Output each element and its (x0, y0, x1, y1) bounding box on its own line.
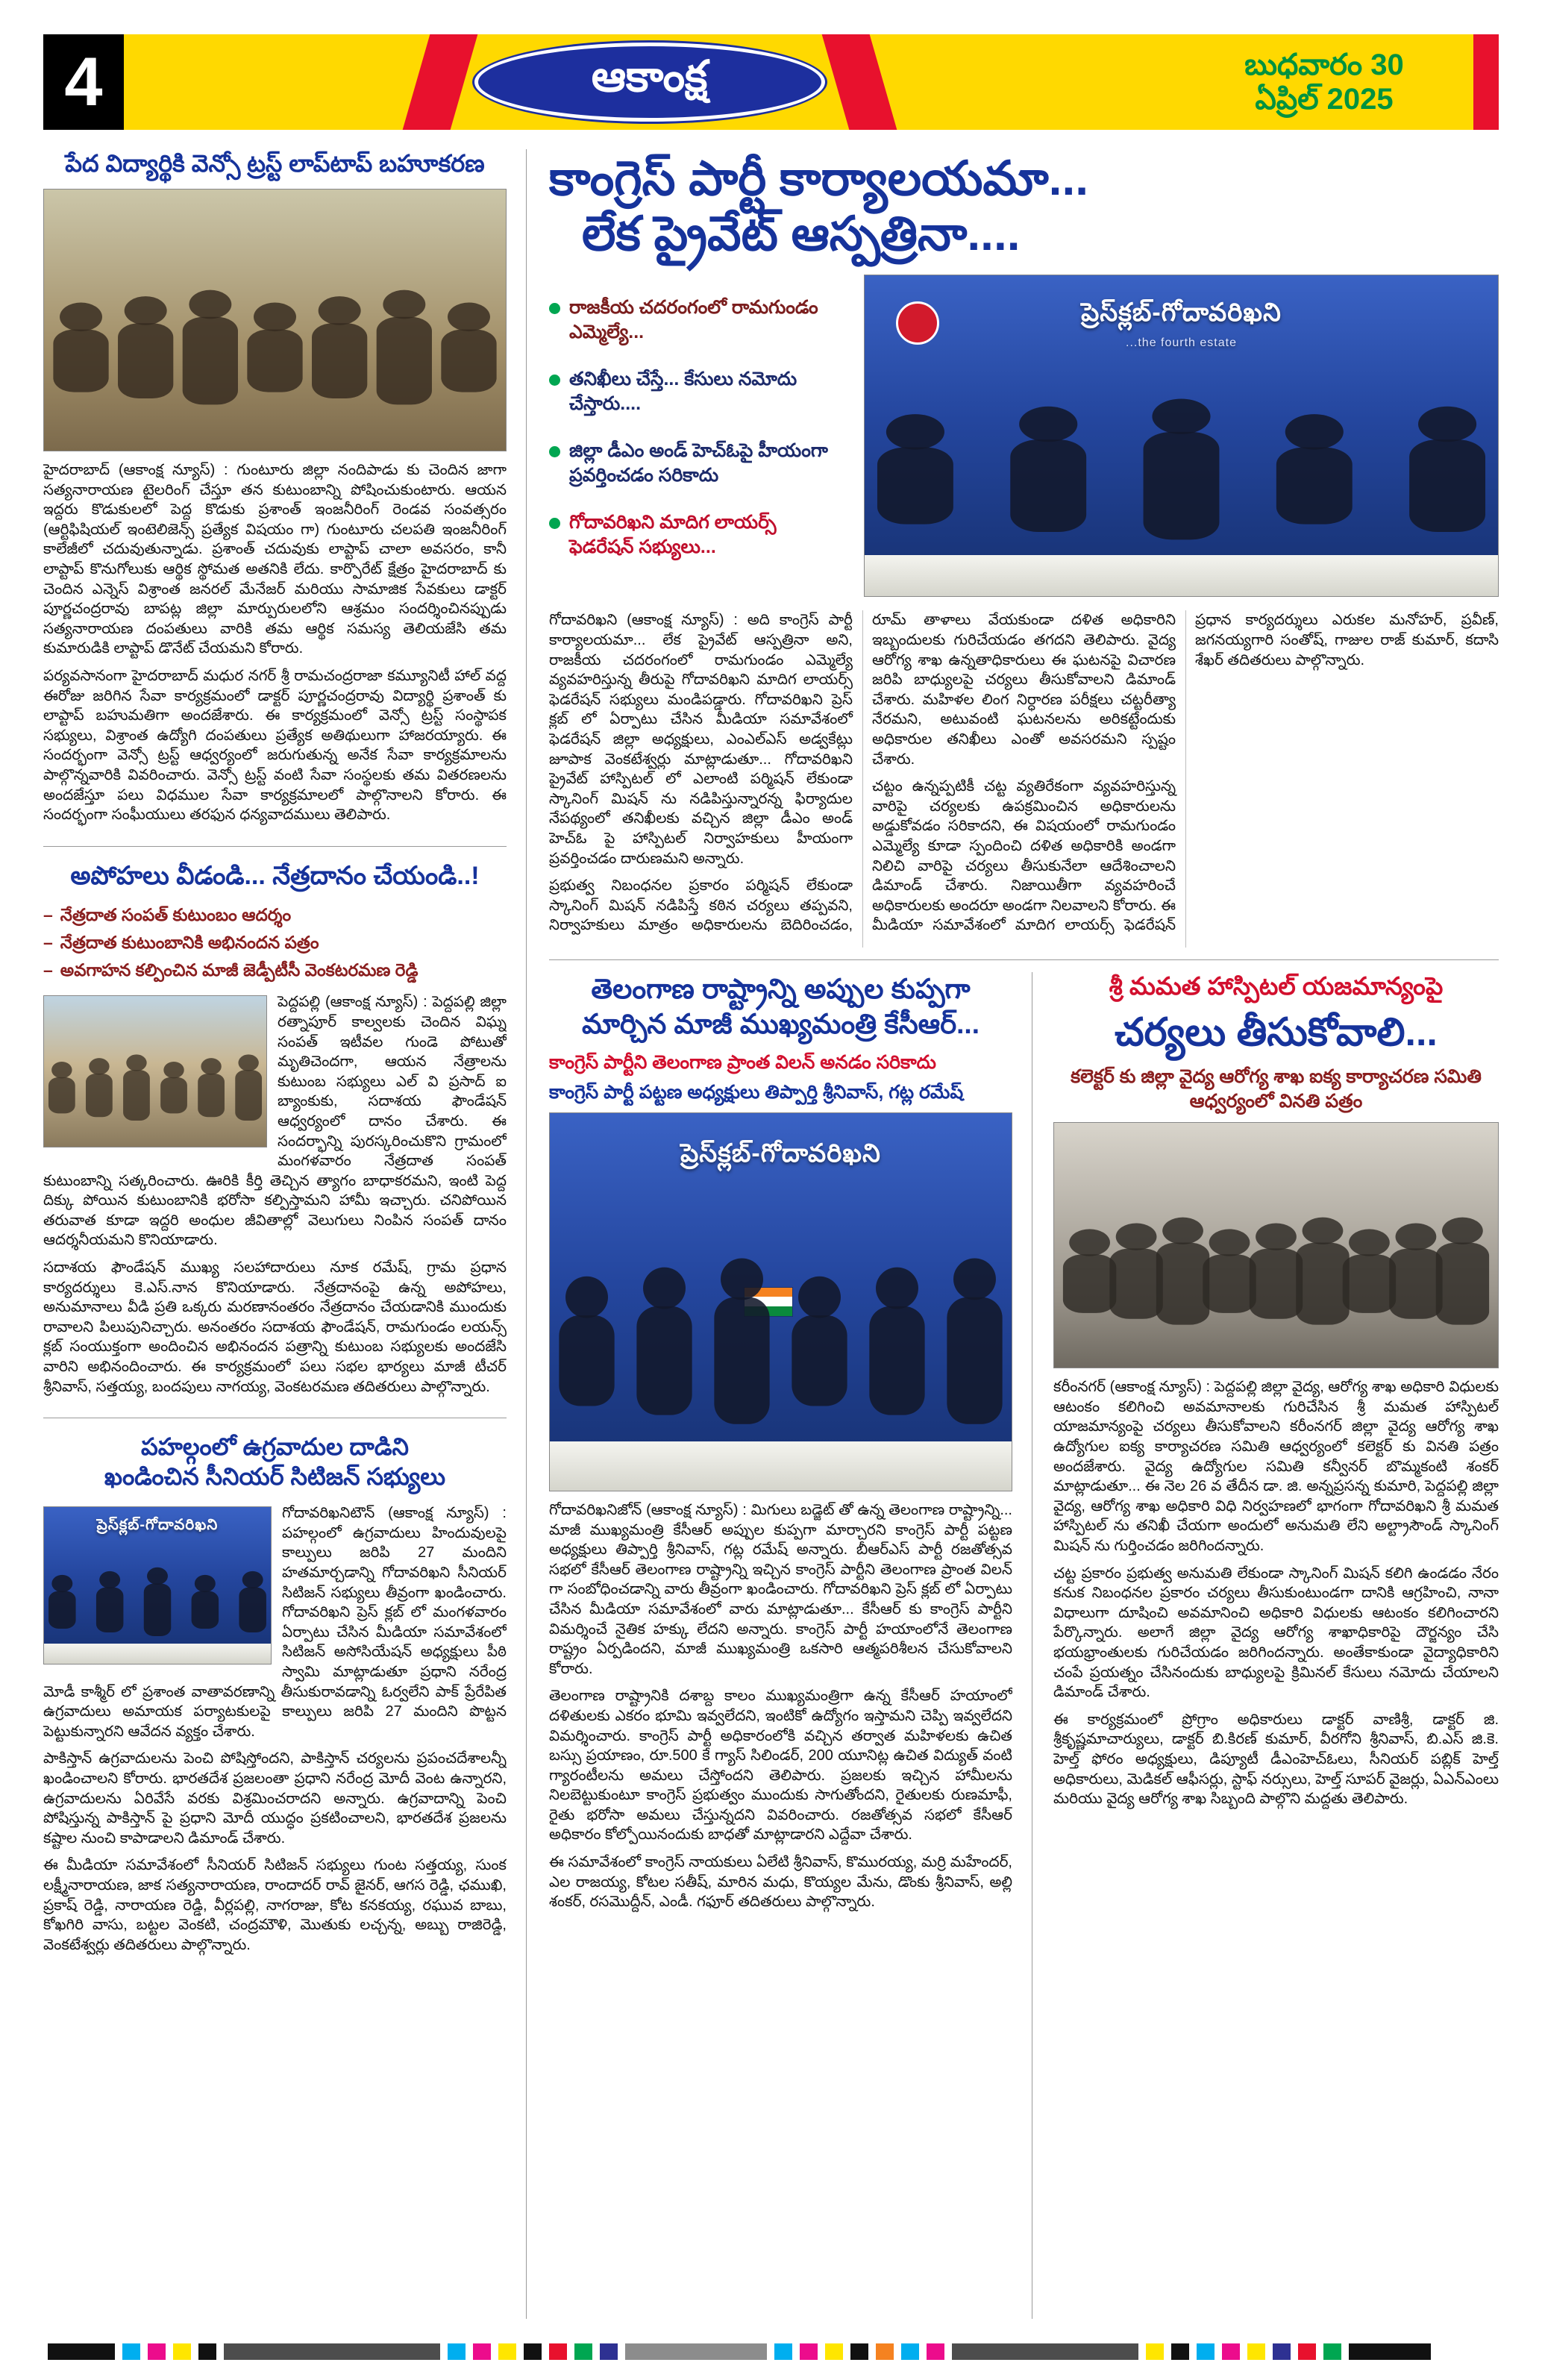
dash-icon: – (43, 905, 53, 925)
color-segment (800, 2343, 818, 2360)
bullet-dot-icon (549, 446, 560, 457)
headline-line-1: పహల్గంలో ఉగ్రవాదుల దాడిని (141, 1433, 409, 1461)
red-wedge (402, 34, 477, 130)
article-kcr-debt (549, 972, 1032, 2319)
left-column (43, 149, 527, 2319)
color-segment (1146, 2343, 1164, 2360)
paragraph: పర్యవసానంగా హైదరాబాద్ మధుర నగర్ శ్రీ రామచంద్రరాజా కమ్యూనిటీ హాల్ వద్ద ఈరోజు జరిగిన సేవా కార్యక్రమంలో డాక్టర్ పూర్ణచంద్రరావు విద్యార్థి ప్రశాంత్ కు లాప్టాప్ బహుమతిగా అందజేశారు. ఈ కార్యక్రమంలో వెన్సో ట్రస్ట్ సంస్థాపక సభ్యులు, విశ్రాంత ఉద్యోగి దంపతులు ప్రత్యేక అతిథులుగా హాజరయ్యారు. ఈ సందర్భంగా వెన్సో ట్రస్ట్ ఆధ్వర్యంలో జరుగుతున్న అనేక సేవా కార్యక్రమాలను పాల్గొన్నవారికి వివరించారు. వెన్సో ట్రస్ట్ వంటి సేవా సంస్థలకు తమ వితరణలను అందజేస్తూ పలు విధముల సేవా కార్యక్రమాలలో పాల్గొనాలని కోరారు. ఈ సందర్భంగా సంఘీయులు తరఫున ధన్యవాదములు తెలిపారు. (43, 667, 507, 824)
dash-icon: – (43, 960, 53, 980)
issue-date (1175, 48, 1473, 116)
article-eye-donation (43, 860, 507, 1405)
right-area (549, 149, 1499, 2319)
paragraph: హైదరాబాద్ (ఆకాంక్ష న్యూస్) : గుంటూరు జిల్లా నందిపాడు కు చెందిన జాగా సత్యనారాయణ టైలరింగ్ చేస్తూ తన కుటుంబాన్ని పోషించుకుంటారు. ఆయన ఇద్దరు కొడుకులలో పెద్ద కొడుకు ప్రశాంత్ ఇంజనీరింగ్ రెండవ సంవత్సరం (ఆర్టిఫిషియల్ ఇంటెలిజెన్స్ ప్రత్యేక విషయం గా) గుంటూరు చలపతి ఇంజనీరింగ్ కాలేజీలో చదువుతున్నాడు. ప్రశాంత్ చదువుకు లాప్టాప్ చాలా అవసరం, కానీ లాప్టాప్ కొనుగోలుకు ఆర్థిక స్థోమత అతనికి లేదు. కార్పొరేట్ క్షేత్రం హైదరాబాద్ కు చెందిన ఎన్నెస్ విశ్రాంత జనరల్ మేనేజర్ మరియు సామాజిక సేవకులు డాక్టర్ పూర్ణచంద్రరావు బాపట్ల జిల్లా మార్పురులలోని ఆశ్రమం సందర్శించినప్పుడు సత్యనారాయణ దంపతులు వారికి తమ ఆర్థిక సమస్య తెలియజేసి తమ కుమారుడికి లాప్టాప్ డొనేట్ చేయమని కోరారు. (43, 462, 507, 657)
article-divider (43, 846, 507, 847)
article-headline: చర్యలు తీసుకోవాలి... (1115, 1011, 1438, 1055)
article-body (43, 460, 507, 833)
paragraph: ఈ కార్యక్రమంలో ప్రోగ్రాం అధికారులు డాక్టర్ వాణిశ్రీ, డాక్టర్ జి. శ్రీకృష్ణమాచార్యులు, డాక్టర్ బి.కిరణ్ కుమార్, వీరగోని శ్రీనివాస్, బి.ఎస్ జి.కె. హెల్త్ ఫోరం అధ్యక్షులు, డిప్యూటీ డీఎంహెచ్ఓలు, సీనియర్ పబ్లిక్ హెల్త్ అధికారులు, మెడికల్ ఆఫీసర్లు, స్టాఫ్ నర్సులు, హెల్త్ సూపర్ వైజర్లు, ఏఎన్ఎంలు మరియు వైద్య ఆరోగ్య శాఖ సిబ్బంది పాల్గొని మద్దతు తెలిపారు. (1053, 1711, 1499, 1808)
color-segment (1273, 2343, 1291, 2360)
bullet-item (43, 959, 507, 982)
bullet-label: గోదావరిఖని మాదిగ లాయర్స్ ఫెడరేషన్ సభ్యులు... (569, 512, 777, 558)
bullet-label: నేత్రదాత కుటుంబానికి అభినందన పత్రం (60, 933, 319, 953)
bullet-label: రాజకీయ చదరంగంలో రామగుండం ఎమ్మెల్యే... (569, 297, 818, 343)
color-segment (1247, 2343, 1265, 2360)
article-hospital-action (1053, 972, 1499, 2319)
paragraph: ప్రభుత్వ నిబంధనల ప్రకారం పర్మిషన్ లేకుండా స్కానింగ్ మిషన్ నడిపిస్తే కఠిన చర్యలు తప్పవని, నిర్వాహకులు మాత్రం అధికారులను బెదిరించడం, రూమ్ తాళాలు వేయకుండా దళిత అధికారిని ఇబ్బందులకు గురిచేయడం తగదని తెలిపారు. వైద్య ఆరోగ్య శాఖ ఉన్నతాధికారులు ఈ ఘటనపై విచారణ జరిపి బాధ్యులపై చర్యలు తీసుకోవాలని డిమాండ్ చేశారు. మహిళల లింగ నిర్ధారణ పరీక్షలు చట్టరీత్యా నేరమని, అటువంటి ఘటనలను అరికట్టేందుకు అధికారుల తనిఖీలు ఎంతో అవసరమని స్పష్టం చేశారు. (549, 612, 1176, 934)
color-segment (774, 2343, 792, 2360)
red-wedge (821, 34, 897, 130)
press-club-banner: ప్రెస్‌క్లబ్-గోదావరిఖని (96, 1516, 219, 1533)
color-segment (1349, 2343, 1431, 2360)
color-segment (927, 2343, 944, 2360)
bullet-label: జిల్లా డీఎం అండ్ హెచ్ఓపై హీయంగా ప్రవర్తించడం సరికాదు (569, 440, 828, 486)
paragraph: ఈ మీడియా సమావేశంలో సీనియర్ సిటిజన్ సభ్యులు గుంట సత్తయ్య, సుంక లక్ష్మీనారాయణ, జాక సత్యనారాయణ, రాందాదర్ రావ్ జైనర్, ఆగస రెడ్డి, ఛముఖి, ప్రకాష్ రెడ్డి, నారాయణ రెడ్డి, వీర్లపల్లి, నాగరాజు, కోట కనకయ్య, రఘువ బాబు, కోఖగిరి వాసు, బట్టల వెంకటి, చంద్రమౌళి, మొతుకు లచ్చన్న, అబ్బు రాజిరెడ్డి, వెంకటేశ్వర్లు తదితరులు పాల్గొన్నారు. (43, 1857, 507, 1953)
subhead-blue: కాంగ్రెస్ పార్టీ పట్టణ అధ్యక్షులు తిప్పార్తి శ్రీనివాస్, గట్ల రమేష్ (549, 1082, 964, 1103)
paragraph: చట్ట ప్రకారం ప్రభుత్వ అనుమతి లేకుండా స్కానింగ్ మిషన్ కలిగి ఉండడం నేరం కనుక నిబంధనల ప్రకారం చర్యలు తీసుకుంటుండగా దానికి ఆగ్రహించి, నానా విధాలుగా దూషించి అవమానించి అధికారి విధులకు ఆటంకం కలిగించారని పేర్కొన్నారు. అలాగే జిల్లా వైద్య ఆరోగ్య శాఖాధికారిపై దౌర్జన్యం చేసి భయభ్రాంతులకు గురిచేయడం జరిగిందన్నారు. అంతేకాకుండా వైద్యాధికారిని చంపే ప్రయత్నం చేసినందుకు బాధ్యులపై క్రిమినల్ కేసులు నమోదు చేయాలని డిమాండ్ చేశారు. (1053, 1565, 1499, 1701)
lead-article-body (549, 610, 1499, 948)
date-line-1: బుధవారం 30 (1244, 48, 1404, 81)
color-segment (524, 2343, 542, 2360)
article-body (549, 1500, 1012, 1920)
people-silhouettes-icon (550, 1189, 1012, 1460)
paragraph: పాకిస్తాన్ ఉగ్రవాదులను పెంచి పోషిస్తోందని, పాకిస్తాన్ చర్యలను ప్రపంచదేశాలన్నీ ఖండించాలని కోరారు. భారతదేశ ప్రజలంతా ప్రధాని నరేంద్ర మోదీ వెంట ఉన్నారని, ఉగ్రవాదులను ఏరివేసే వరకు విశ్రమించరాదని అన్నారు. ఉగ్రవాదాన్ని పెంచి పోషిస్తున్న పాకిస్తాన్ పై ప్రధాని మోదీ యుద్ధం ప్రకటించాలని, భారతదేశ ప్రజలను కష్టాల నుంచి కాపాడాలని డిమాండ్ చేశారు. (43, 1750, 507, 1847)
lead-headline (549, 151, 1499, 261)
headline-line-2: లేక ప్రైవేట్ ఆస్పత్రినా.... (582, 207, 1021, 261)
lead-bullets (549, 275, 844, 597)
red-endcap (1473, 34, 1499, 130)
bullet-item (549, 367, 844, 416)
paragraph: తెలంగాణ రాష్ట్రానికి దశాబ్ద కాలం ముఖ్యమంత్రిగా ఉన్న కేసీఆర్ హయాంలో దళితులకు ఎకరం భూమి ఇవ్వలేదని, ఇంటికో ఉద్యోగం ఇస్తామని చెప్పి ఇవ్వలేదని విమర్శించారు. కాంగ్రెస్ పార్టీ అధికారంలోకి వచ్చిన తర్వాత మహిళలకు ఉచిత బస్సు ప్రయాణం, రూ.500 కే గ్యాస్ సిలిండర్, 200 యూనిట్ల ఉచిత విద్యుత్ వంటి గ్యారంటీలను అమలు చేస్తోందని తెలిపారు. ప్రజలకు ఇచ్చిన హామీలను నిలబెట్టుకుంటూ కాంగ్రెస్ ప్రభుత్వం ముందుకు సాగుతోందని, రైతులకు రుణమాఫీ, రైతు భరోసా అమలు చేస్తున్నదని వివరించారు. రజతోత్సవ సభలో కేసీఆర్ అధికారం కోల్పోయినందుకు బాధతో మాట్లాడారని ఎద్దేవా చేశారు. (549, 1688, 1012, 1844)
bullet-label: అవగాహన కల్పించిన మాజీ జెడ్పీటీసీ వెంకటరమణ రెడ్డి (60, 960, 419, 980)
article-body (43, 992, 507, 1404)
article-laptop-donation (43, 149, 507, 833)
newspaper-title: ఆకాంక్ష (474, 43, 825, 122)
press-meet-photo (864, 275, 1499, 597)
press-club-banner: ప్రెస్‌క్లబ్-గోదావరిఖని (680, 1139, 881, 1168)
bullet-label: తనిఖీలు చేస్తే... కేసులు నమోదు చేస్తారు.... (569, 369, 797, 415)
color-segment (498, 2343, 516, 2360)
paragraph: ఈ సమావేశంలో కాంగ్రెస్ నాయకులు ఏలేటి శ్రీనివాస్, కొమురయ్య, మర్రి మహేందర్, ఎల రాజయ్య, కోటల సతీష్, మారిన మధు, కొయ్యల మేను, డొంకు శ్రీనివాస్, అల్లి శంకర్, రసమొద్దీన్, ఎండీ. గఫూర్ తదితరులు పాల్గొన్నారు. (549, 1854, 1012, 1911)
color-segment (473, 2343, 491, 2360)
dash-icon: – (43, 933, 53, 953)
color-segment (1323, 2343, 1341, 2360)
paragraph: సదాశయ ఫౌండేషన్ ముఖ్య సలహాదారులు నూక రమేష్, గ్రామ ప్రధాన కార్యదర్శులు కె.ఎస్.నాన కొనియాడారు. నేత్రదానంపై ఉన్న అపోహలు, అనుమానాలు వీడి ప్రతి ఒక్కరు మరణానంతరం నేత్రదానం చేయడానికి ముందుకు రావాలని పిలుపునిచ్చారు. అనంతరం సదాశయ ఫౌండేషన్, రామగుండం లయన్స్ క్లబ్ సంయుక్తంగా అందించిన అభినందన పత్రాన్ని కుటుంబ సభ్యులకు అందజేసి వారిని అభినందించారు. ఈ కార్యక్రమంలో పలు సభల భార్యలు మాజీ టీచర్ శ్రీనివాస్, సత్తయ్య, బందపులు నాగయ్య, వెంకటరమణ తదితరులు పాల్గొన్నారు. (43, 1259, 507, 1395)
color-segment (173, 2343, 191, 2360)
people-silhouettes-icon (44, 242, 506, 430)
people-silhouettes-icon (1054, 1172, 1498, 1348)
article-body (43, 1503, 507, 1962)
bullet-dot-icon (549, 375, 560, 386)
banner-subtext: ...the fourth estate (1126, 336, 1237, 349)
headline-line-2: ఖండించిన సీనియర్ సిటిజన్ సభ్యులు (104, 1463, 446, 1491)
bullet-item (43, 904, 507, 927)
eye-donation-photo (43, 995, 267, 1147)
color-segment (1222, 2343, 1240, 2360)
press-meet-photo (43, 1506, 272, 1665)
page-content (43, 149, 1499, 2319)
article-headline: పేద విద్యార్థికి వెన్సో ట్రస్ట్ లాప్‌టాప్ బహూకరణ (65, 150, 485, 177)
paragraph: గోదావరిఖని (ఆకాంక్ష న్యూస్) : అది కాంగ్రెస్ పార్టీ కార్యాలయమా... లేక ప్రైవేట్ ఆస్పత్రినా అని, రాజకీయ చదరంగంలో రామగుండం ఎమ్మెల్యే వ్యవహరిస్తున్న తీరుపై గోదావరిఖని మాదిగ లాయర్స్ ఫెడరేషన్ సభ్యులు మండిపడ్డారు. గోదావరిఖని ప్రెస్ క్లబ్ లో ఏర్పాటు చేసిన మీడియా సమావేశంలో ఫెడరేషన్ జిల్లా అధ్యక్షులు, ఎంఎల్ఎస్ అడ్వకేట్లు జూపాక వెంకటేశ్వర్లు మాట్లాడుతూ... గోదావరిఖని ప్రైవేట్ హాస్పిటల్ లో ఎలాంటి పర్మిషన్ లేకుండా స్కానింగ్ మిషన్ ను నడిపిస్తున్నారన్న ఫిర్యాదుల నేపథ్యంలో తనిఖీలకు వచ్చిన జిల్లా డీఎం అండ్ హెచ్ఓ పై హాస్పిటల్ నిర్వాహకులు హీయంగా ప్రవర్తించడం దారుణమని అన్నారు. (549, 612, 853, 867)
masthead-strip (124, 34, 1499, 130)
paragraph: గోదావరిఖనిటౌన్ (ఆకాంక్ష న్యూస్) : పహల్గంలో ఉగ్రవాదులు హిందువులపై కాల్పులు జరిపి 27 మందిని హతమార్చడాన్ని గోదావరిఖని సీనియర్ సిటిజన్ సభ్యులు తీవ్రంగా ఖండించారు. గోదావరిఖని ప్రెస్ క్లబ్ లో మంగళవారం ఏర్పాటు చేసిన మీడియా సమావేశంలో సిటిజన్ అసోసియేషన్ అధ్యక్షులు పీఠి స్వామి మాట్లాడుతూ ప్రధాని నరేంద్ర మోడీ కాశ్మీర్ లో ప్రశాంత వాతావరణాన్ని తీసుకురావడాన్ని ఓర్వలేని పాక్ ప్రేరేపిత ఉగ్రవాదులు అమాయక పర్యాటకులపై కాల్పులు జరిపి 27 మందిని పొట్టన పెట్టుకున్నారని ఆవేదన వ్యక్తం చేశారు. (43, 1505, 507, 1740)
paragraph: కరీంనగర్ (ఆకాంక్ష న్యూస్) : పెద్దపల్లి జిల్లా వైద్య, ఆరోగ్య శాఖ అధికారి విధులకు ఆటంకం కలిగించి అవమానాలకు గురిచేసిన శ్రీ మమత హాస్పిటల్ యాజమాన్యంపై చర్యలు తీసుకోవాలని కరీంనగర్ జిల్లా వైద్య ఆరోగ్య శాఖ ఉద్యోగుల ఐక్య కార్యాచరణ సమితి ఆధ్వర్యంలో కలెక్టర్ కు వినతి పత్రం అందజేశారు. వైద్య ఉద్యోగుల సమితి కన్వీనర్ బొమ్మకంటి శంకర్ మాట్లాడుతూ... ఈ నెల 26 వ తేదీన డా. జి. అన్నప్రసన్న కుమారి, పెద్దపల్లి జిల్లా వైద్య, ఆరోగ్య శాఖ అధికారి విధి నిర్వహణలో భాగంగా గోదావరిఖని శ్రీ మమత హాస్పిటల్ ను తనిఖీ చేయగా అందులో అనుమతి లేని అల్ట్రాసౌండ్ స్కానింగ్ మిషన్ ను గుర్తించడం జరిగిందన్నారు. (1053, 1379, 1499, 1555)
color-segment (901, 2343, 919, 2360)
bullet-dot-icon (549, 303, 560, 314)
lower-row (549, 972, 1499, 2319)
article-headline: తెలంగాణ రాష్ట్రాన్ని అప్పుల కుప్పగా మార్చిన మాజీ ముఖ్యమంత్రి కేసీఆర్... (582, 974, 980, 1039)
article-headline: అపోహలు వీడండి... నేత్రదానం చేయండి..! (70, 861, 480, 890)
article-congress-office-hospital (549, 149, 1499, 960)
people-silhouettes-icon (44, 1027, 266, 1135)
kicker-line: శ్రీ మమత హాస్పిటల్ యజమాన్యంపై (1109, 972, 1444, 1000)
color-segment (600, 2343, 618, 2360)
petition-submission-photo (1053, 1122, 1499, 1368)
color-segment (876, 2343, 894, 2360)
color-segment (148, 2343, 166, 2360)
page-number: 4 (43, 34, 124, 130)
color-segment (122, 2343, 140, 2360)
article-subhead: కలెక్టర్ కు జిల్లా వైద్య ఆరోగ్య శాఖ ఐక్య కార్యాచరణ సమితి ఆధ్వర్యంలో వినతి పత్రం (1071, 1066, 1482, 1112)
color-segment (625, 2343, 767, 2360)
article-body (1053, 1377, 1499, 1816)
color-segment (574, 2343, 592, 2360)
color-segment (448, 2343, 466, 2360)
color-segment (825, 2343, 843, 2360)
paragraph: పెద్దపల్లి (ఆకాంక్ష న్యూస్) : పెద్దపల్లి జిల్లా రత్నాపూర్ కాల్వలకు చెందిన విఘ్న సంపత్ ఇటీవల గుండె పోటుతో మృతిచెందగా, ఆయన నేత్రాలను కుటుంబ సభ్యులు ఎల్ వి ప్రసాద్ ఐ బ్యాంకుకు, సదాశయ ఫౌండేషన్ ఆధ్వర్యంలో దానం చేశారు. ఈ సందర్భాన్ని పురస్కరించుకొని గ్రామంలో మంగళవారం నేత్రదాత సంపత్ కుటుంబాన్ని సత్కరించారు. ఊరికి కీర్తి తెచ్చిన త్యాగం బాధాకరమని, ఇంటి పెద్ద దిక్కు పోయిన కుటుంబానికి భరోసా కల్పిస్తామని హామీ ఇచ్చారు. చనిపోయిన తరువాత కూడా ఇద్దరి అంధుల జీవితాల్లో వెలుగులు నింపిన సంపత్ దానం ఆదర్శనీయమని కొనియాడారు. (43, 994, 507, 1249)
bullet-item (549, 439, 844, 488)
print-color-bar (43, 2341, 1499, 2362)
subhead-red: కాంగ్రెస్ పార్టీని తెలంగాణ ప్రాంత విలన్ అనడం సరికాదు (549, 1051, 936, 1073)
bullet-label: నేత్రదాత సంపత్ కుటుంబం ఆదర్శం (60, 905, 292, 925)
people-silhouettes-icon (865, 339, 1498, 571)
laptop-presentation-photo (43, 189, 507, 451)
article-pahalgam-condemnation (43, 1432, 507, 1962)
color-segment (48, 2343, 115, 2360)
bullet-item (43, 931, 507, 954)
color-segment (198, 2343, 216, 2360)
color-segment (1197, 2343, 1215, 2360)
color-segment (850, 2343, 868, 2360)
article-headline (43, 1432, 507, 1491)
article-bullets (43, 904, 507, 982)
color-segment (224, 2343, 440, 2360)
paragraph: చట్టం ఉన్నప్పటికీ చట్ట వ్యతిరేకంగా వ్యవహరిస్తున్న వారిపై చర్యలకు ఉపక్రమించిన అధికారులను అడ్డుకోవడం సరికాదని, ఈ విషయంలో రామగుండం ఎమ్మెల్యే కూడా స్పందించి దళిత అధికారికి అండగా నిలిచి వారిపై చర్యలు తీసుకునేలా ఆదేశించాలని డిమాండ్ చేశారు. నిజాయితీగా వ్యవహరించే అధికారులకు అందరూ అండగా నిలవాలని కోరారు. ఈ మీడియా సమావేశంలో మాదిగ లాయర్స్ ఫెడరేషన్ ప్రధాన కార్యదర్శులు ఎరుకల మనోహర్, ప్రవీణ్, జగనయ్యగారి సంతోష్, గాజుల రాజ్ కుమార్, కదాసి శేఖర్ తదితరులు పాల్గొన్నారు. (872, 612, 1499, 934)
color-segment (1298, 2343, 1316, 2360)
date-line-2: ఏప్రిల్ 2025 (1255, 83, 1394, 116)
banner-text: ప్రెస్‌క్లబ్-గోదావరిఖని (1081, 298, 1282, 327)
lead-article-top (549, 275, 1499, 597)
color-segment (1171, 2343, 1189, 2360)
press-meet-photo (549, 1112, 1012, 1491)
paragraph: గోదావరిఖనిజోన్ (ఆకాంక్ష న్యూస్) : మిగులు బడ్జెట్ తో ఉన్న తెలంగాణ రాష్ట్రాన్ని... మాజీ ముఖ్యమంత్రి కేసీఆర్ అప్పుల కుప్పగా మార్చారని కాంగ్రెస్ పార్టీ పట్టణ అధ్యక్షులు తిప్పార్తి శ్రీనివాస్, గట్ల రమేష్ అన్నారు. బీఆర్ఎస్ పార్టీ రజతోత్సవ సభలో కేసీఆర్ తెలంగాణ రాష్ట్రాన్ని ఇచ్చిన కాంగ్రెస్ పార్టీని తెలంగాణ ప్రాంత విలన్ గా సంబోధించడాన్ని వారు తీవ్రంగా ఖండించారు. గోదావరిఖని ప్రెస్ క్లబ్ లో ఏర్పాటు చేసిన మీడియా సమావేశంలో వారు మాట్లాడుతూ... కేసీఆర్ కు కాంగ్రెస్ పార్టీని విమర్శించే నైతిక హక్కు లేదని అన్నారు. కాంగ్రెస్ పార్టీ హయాంలోనే తెలంగాణ రాష్ట్రం ఏర్పడిందని, మాజీ ముఖ్యమంత్రి ఒకసారి ఆత్మపరిశీలన చేసుకోవాలని కోరారు. (549, 1501, 1012, 1677)
people-silhouettes-icon (44, 1538, 271, 1651)
color-segment (549, 2343, 567, 2360)
color-segment (952, 2343, 1138, 2360)
masthead (43, 34, 1499, 130)
bullet-dot-icon (549, 518, 560, 529)
headline-line-1: కాంగ్రెస్ పార్టీ కార్యాలయమా... (549, 151, 1089, 205)
bullet-item (549, 295, 844, 345)
bullet-item (549, 510, 844, 560)
